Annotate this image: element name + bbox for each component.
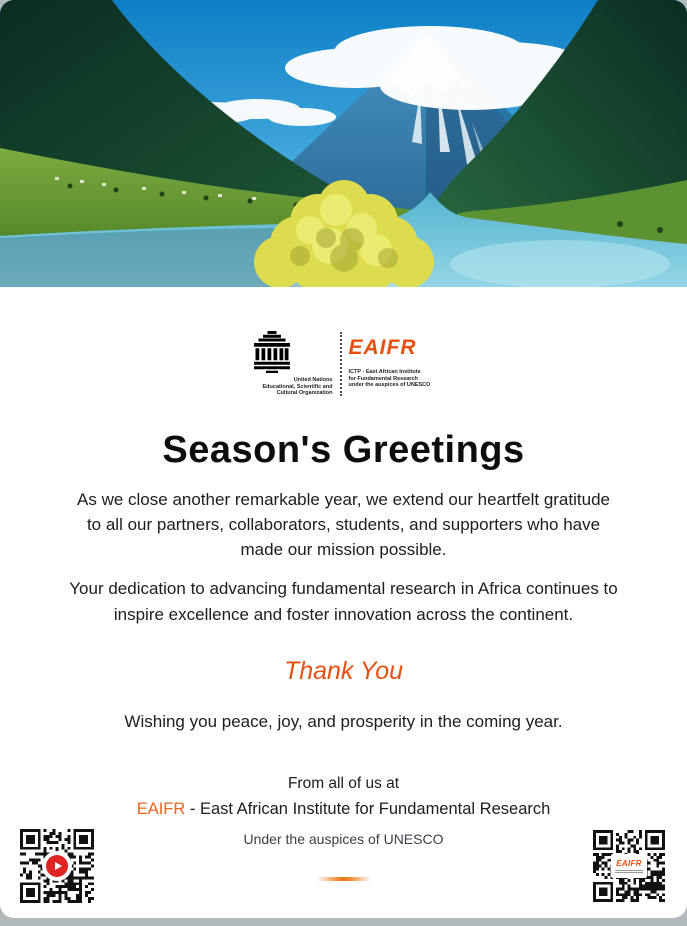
thank-you-text: Thank You xyxy=(283,656,404,685)
wish-text: Wishing you peace, joy, and prosperity in the coming year. xyxy=(124,711,563,731)
logo-divider xyxy=(340,332,342,396)
eaifr-mini-caption xyxy=(615,868,643,873)
youtube-play-icon xyxy=(46,855,68,877)
footer-signature xyxy=(0,771,687,822)
logo-row xyxy=(0,331,687,397)
unesco-logo xyxy=(211,331,333,397)
qr-code-youtube xyxy=(17,826,97,906)
footer-divider xyxy=(316,877,372,881)
greeting-paragraph-2: Your dedication to advancing fundamental research in Africa continues to inspire excellence and foster innovation across the continent. xyxy=(69,579,618,624)
qr-center-badge-right xyxy=(611,854,647,878)
greeting-paragraph-1: As we close another remarkable year, we extend our heartfelt gratitude to all our partners, collaborators, students, and supporters who have made our mission possible. xyxy=(77,489,610,560)
eaifr-mini-logo: EAIFR xyxy=(616,859,642,868)
org-abbr: EAIFR xyxy=(136,799,186,818)
from-line: From all of us at xyxy=(287,774,400,792)
mountain-lake-illustration xyxy=(0,0,687,287)
qr-center-badge-left xyxy=(42,851,72,881)
eaifr-wordmark: EAIFR xyxy=(348,336,417,359)
org-line xyxy=(0,796,687,822)
greeting-title: Season's Greetings xyxy=(162,428,525,471)
eaifr-logo xyxy=(349,331,477,389)
unesco-caption: United Nations Educational, Scientific and Cultural Organization xyxy=(262,377,333,396)
hero-image xyxy=(0,0,687,287)
qr-code-eaifr xyxy=(590,827,668,905)
eaifr-caption: ICTP - East African Institute for Fundamental Research under the auspices of UNESCO xyxy=(348,369,431,388)
auspices-line: Under the auspices of UNESCO xyxy=(243,830,444,847)
unesco-temple-icon xyxy=(248,331,296,373)
org-rest: - East African Institute for Fundamental Research xyxy=(185,799,551,818)
